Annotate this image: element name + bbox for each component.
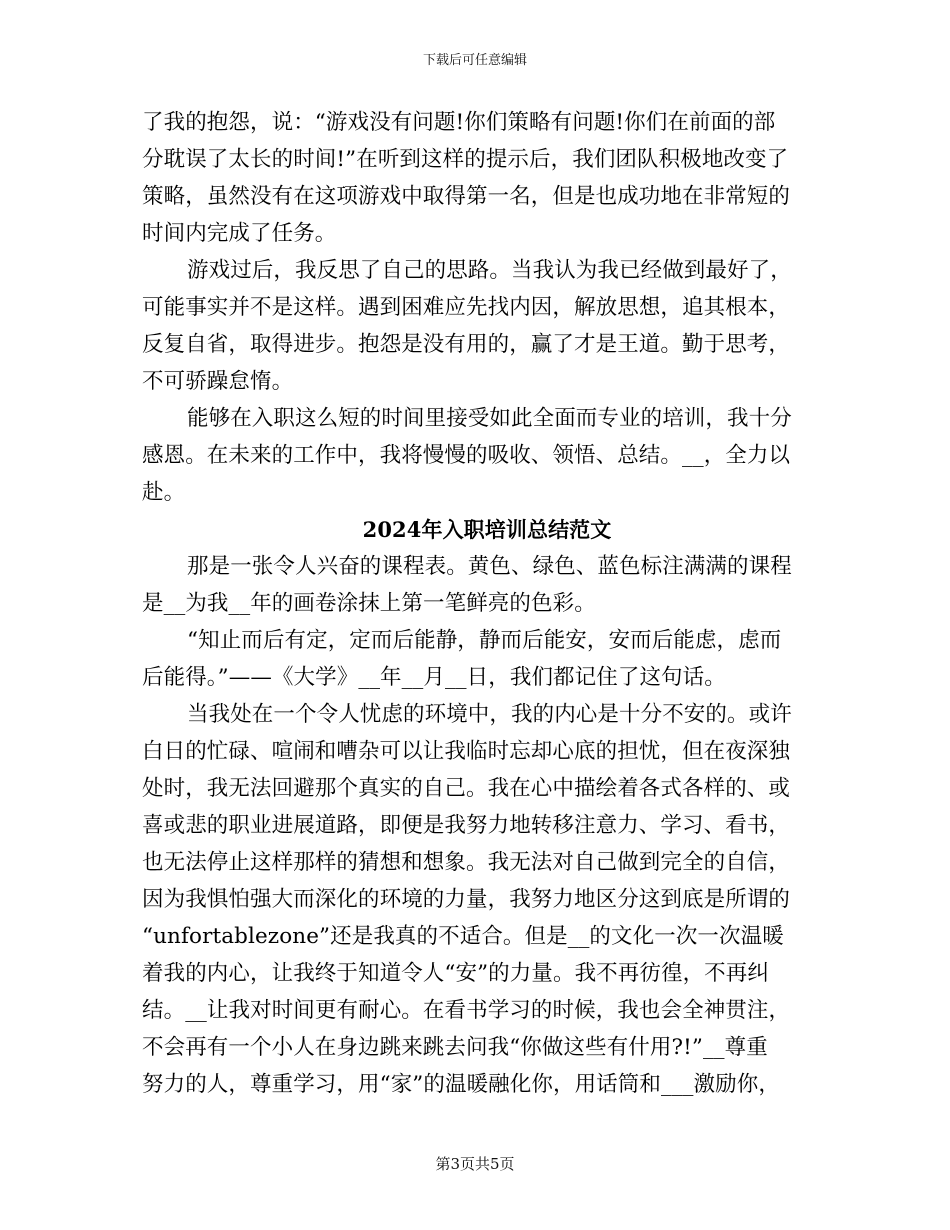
text-line: 分耽误了太长的时间!”在听到这样的提示后，我们团队积极地改变了: [142, 147, 789, 172]
text-line: 不可骄躁怠惰。: [142, 369, 294, 394]
section-heading: 2024年入职培训总结范文: [362, 517, 612, 542]
text-line: 着我的内心，让我终于知道令人“安”的力量。我不再彷徨，不再纠: [142, 961, 769, 986]
text-line: 反复自省，取得进步。抱怨是没有用的，赢了才是王道。勤于思考，: [142, 332, 791, 357]
text-line: 结。__让我对时间更有耐心。在看书学习的时候，我也会全神贯注，: [142, 998, 791, 1023]
text-line: 感恩。在未来的工作中，我将慢慢的吸收、领悟、总结。__，全力以: [142, 443, 791, 468]
page-footer: 第3页共5页: [435, 1155, 515, 1173]
text-line: “unfortablezone”还是我真的不适合。但是__的文化一次一次温暖: [142, 924, 784, 949]
text-line: 不会再有一个小人在身边跳来跳去问我“你做这些有什用?!”__尊重: [142, 1035, 768, 1060]
text-line: 也无法停止这样那样的猜想和想象。我无法对自己做到完全的自信，: [142, 850, 791, 875]
text-line: 处时，我无法回避那个真实的自己。我在心中描绘着各式各样的、或: [142, 776, 791, 801]
text-line: 努力的人，尊重学习，用“家”的温暖融化你，用话筒和___激励你，: [142, 1072, 780, 1097]
text-line: 时间内完成了任务。: [142, 221, 337, 246]
text-line: 策略，虽然没有在这项游戏中取得第一名，但是也成功地在非常短的: [142, 184, 791, 209]
text-line: 白日的忙碌、喧闹和嘈杂可以让我临时忘却心底的担忧，但在夜深独: [142, 739, 791, 764]
text-line: 能够在入职这么短的时间里接受如此全面而专业的培训，我十分: [187, 406, 792, 431]
text-line: 喜或悲的职业进展道路，即便是我努力地转移注意力、学习、看书，: [142, 813, 791, 838]
text-line: 是__为我__年的画卷涂抹上第一笔鲜亮的色彩。: [142, 591, 596, 616]
text-line: 那是一张令人兴奋的课程表。黄色、绿色、蓝色标注满满的课程: [187, 554, 792, 579]
text-line: 赴。: [142, 480, 186, 505]
document-body: [142, 104, 812, 1103]
page-header: 下载后可任意编辑: [422, 53, 527, 68]
text-line: 了我的抱怨，说：“游戏没有问题!你们策略有问题!你们在前面的部: [142, 110, 776, 135]
text-line: 游戏过后，我反思了自己的思路。当我认为我已经做到最好了，: [187, 258, 792, 283]
text-line: 后能得。”——《大学》__年__月__日，我们都记住了这句话。: [142, 665, 726, 690]
text-line: 因为我惧怕强大而深化的环境的力量，我努力地区分这到底是所谓的: [142, 887, 791, 912]
text-line: 当我处在一个令人忧虑的环境中，我的内心是十分不安的。或许: [187, 702, 792, 727]
text-line: 可能事实并不是这样。遇到困难应先找内因，解放思想，追其根本，: [142, 295, 791, 320]
text-line: “知止而后有定，定而后能静，静而后能安，安而后能虑，虑而: [187, 628, 782, 653]
